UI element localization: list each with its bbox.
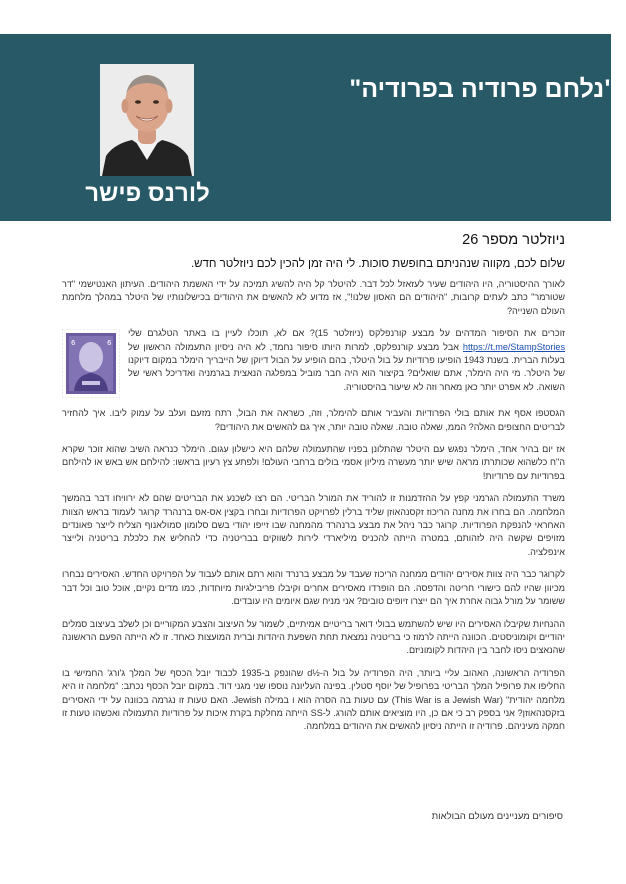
paragraph-8: הפרודיה הראשונה, האהוב עליי ביותר, היה הפרודיה על בול ה-½d שהונפק ב-1935 לכבוד יובל הכסף של המלך ג'ורג' החמישי בו החליפו את פרופיל המלך הבריטי בפרופיל של יוסף סטלין. בפינה העליונה נוספו שני מגני דוד. במקום יובל הכסף נכתב: "מלחמה זו היא מלחמה יהודית" (This War is a Jewish War) עם טעות בה הסרה הוא ו במילה Jewish. האם טעות זו נגרמה בכוונה על ידי האסירים בזקסנהאוזן? אני בספק רב כי אם כן, היו מוציאים אותם להורג. ל-SS הייתה מחלקת בקרת איכות על פרודיות התעמולה ואכשהו טעות זו חמקה מעיניהם. פרודיה זו הייתה ניסיון להאשים את היהודים במלחמה. — [62, 667, 566, 732]
paragraph-3: הגסטפו אסף את אותם בולי הפרודיות והעביר אותם להימלר, וזה, כשראה את הבול, רתח מזעם ועלב על עמוק ליבו. איך להחזיר לבריטים החצופים האלה? הממ, שאלה טובה. שאלה טובה יותר, איך גם להאשים את היהודים? — [62, 408, 565, 432]
author-photo — [100, 64, 194, 176]
footer-tagline: סיפורים מעניינים מעולם הבולאות — [431, 811, 563, 822]
paragraph-1: לאורך ההיסטוריה, היו היהודים שעיר לעזאזל לכל דבר. להיטלר קל היה להשיג תמיכה על ידי האשמת היהודים. העיתון האנטישמי "דר שטורמר" כתב לעתים קרובות, "היהודים הם האסון שלנו!", אז מדוע לא להאשים את היהודים בכישלונותיו של היטלר במהלך מלחמת העולם השנייה? — [62, 279, 565, 316]
newsletter-number: ניוזלטר מספר 26 — [462, 232, 565, 248]
himmler-stamp-icon — [62, 329, 120, 398]
paragraph-2-text-end: אבל מבצע קורנפלקס, למרות היותו סיפור נחמד, לא היה ניסיון התעמולה הראשון של בעלות הברית. בשנת 1943 הופיעו פרודיות על בול היטלר, בהם הופיע על הבול דיוקן של הייבריך הימלר במקום דיוקנו של היטלר. מי היה הימלר, אתם שואלים? בקיצור הוא היה חבר מוביל במפלגה הנאצית בגרמניה ואדריכל ראשי של השואה. לא אפרט יותר כאן מאחר וזה לא שיעור בהיסטוריה. — [128, 341, 565, 392]
newsletter-body — [62, 232, 565, 743]
telegram-link[interactable]: https://t.me/StampStories — [462, 341, 565, 352]
newsletter-headline: "נלחם פרודיה בפרודיה" — [349, 75, 616, 103]
greeting: שלום לכם, מקווה שנהניתם בחופשת סוכות. לי היה זמן להכין לכם ניוזלטר חדש. — [190, 258, 565, 270]
paragraph-2-text-start: זוכרים את הסיפור המדהים על מבצע קורנפלקס (ניוזלטר 15)? אם לא, תוכלו לעיין בו באתר הטלגרם שלי — [128, 328, 565, 339]
author-portrait-icon — [100, 64, 194, 176]
paragraph-7: ההנחיות שקיבלו האסירים היו שיש להשתמש בבולי דואר בריטיים אמיתיים, לשמור על העיצוב והצבע המקוריים וכן לשלב בעיצוב סמלים יהודיים וקומוניסטים. הכוונה הייתה לרמוז כי בריטניה נמצאת תחת השפעת היהדות וברית המועצות כאחד. זו לא הייתה הפעם הראשונה שהנאצים ניסו לחבר בין היהדות לקומוניזם. — [62, 618, 565, 656]
stamp-value-left: 6 — [71, 339, 76, 348]
stamp-value-right: 6 — [107, 339, 112, 348]
author-name: לורנס פישר — [85, 180, 210, 207]
paragraph-2 — [62, 327, 565, 398]
paragraph-6: לקרוגר כבר היה צוות אסירים יהודים ממחנה הריכוז שעבד על מבצע ברנרד והוא רתם אותם לעבוד על הפרויקט החדש. האסירים נבחרו מכיוון שהיו להם כישורי חריטה והדפסה. הם הופרדו מאסירים אחרים וקיבלו פריבילגיות מיוחדות, כמו מדים נקיים, אוכל טוב וכל דבר ששומר על מורל גבוה אחרת איך הם ייצרו זיופים טובים? אני מניח שגם איומים היו עובדים. — [62, 569, 565, 607]
paragraph-4: אז יום בהיר אחד, הימלר נפגש עם היטלר שהתלונן בפניו שהתעמולה שלהם היא כישלון עגום. הימלר כנראה השיב שהוא זוכר שקרא ה"ח כלשהוא שכותרתו מראה שיש יותר מעשרה מיליון אסמי בולים ברחבי העולם! ולפתע צץ רעיון בראשו: להילחם אש באש או להילחם בפרודיות עם פרודיות! — [62, 444, 565, 481]
paragraph-5: משרד התעמולה הגרמני קפץ על ההזדמנות זו להוריד את המורל הבריטי. הם רצו לשכנע את הבריטים שהם לא ירוויחו דבר בהמשך המלחמה. הם בחרו את מחנה הריכוז זקסנהאוזן שליד ברלין לפרויקט הפרודיות ובחרו בקצין אס-אס ברנהרד קרוגר לעמוד בראש הצוות האחראי להנפקת הפרודיות. קרוגר כבר ניהל את מבצע ברנהרד מהמחנה שבו זייפו יהודי בשם סלומון סמולאנוף הצליח לייצר פאונדים מזויפים שקשה היה לזהותם, במטרה הייתה להכניס מיליארדי לירות לשווקים בבריטניה כדי להחליש את כלכלת בריטניה ולייצר אינפלציה. — [62, 493, 565, 557]
